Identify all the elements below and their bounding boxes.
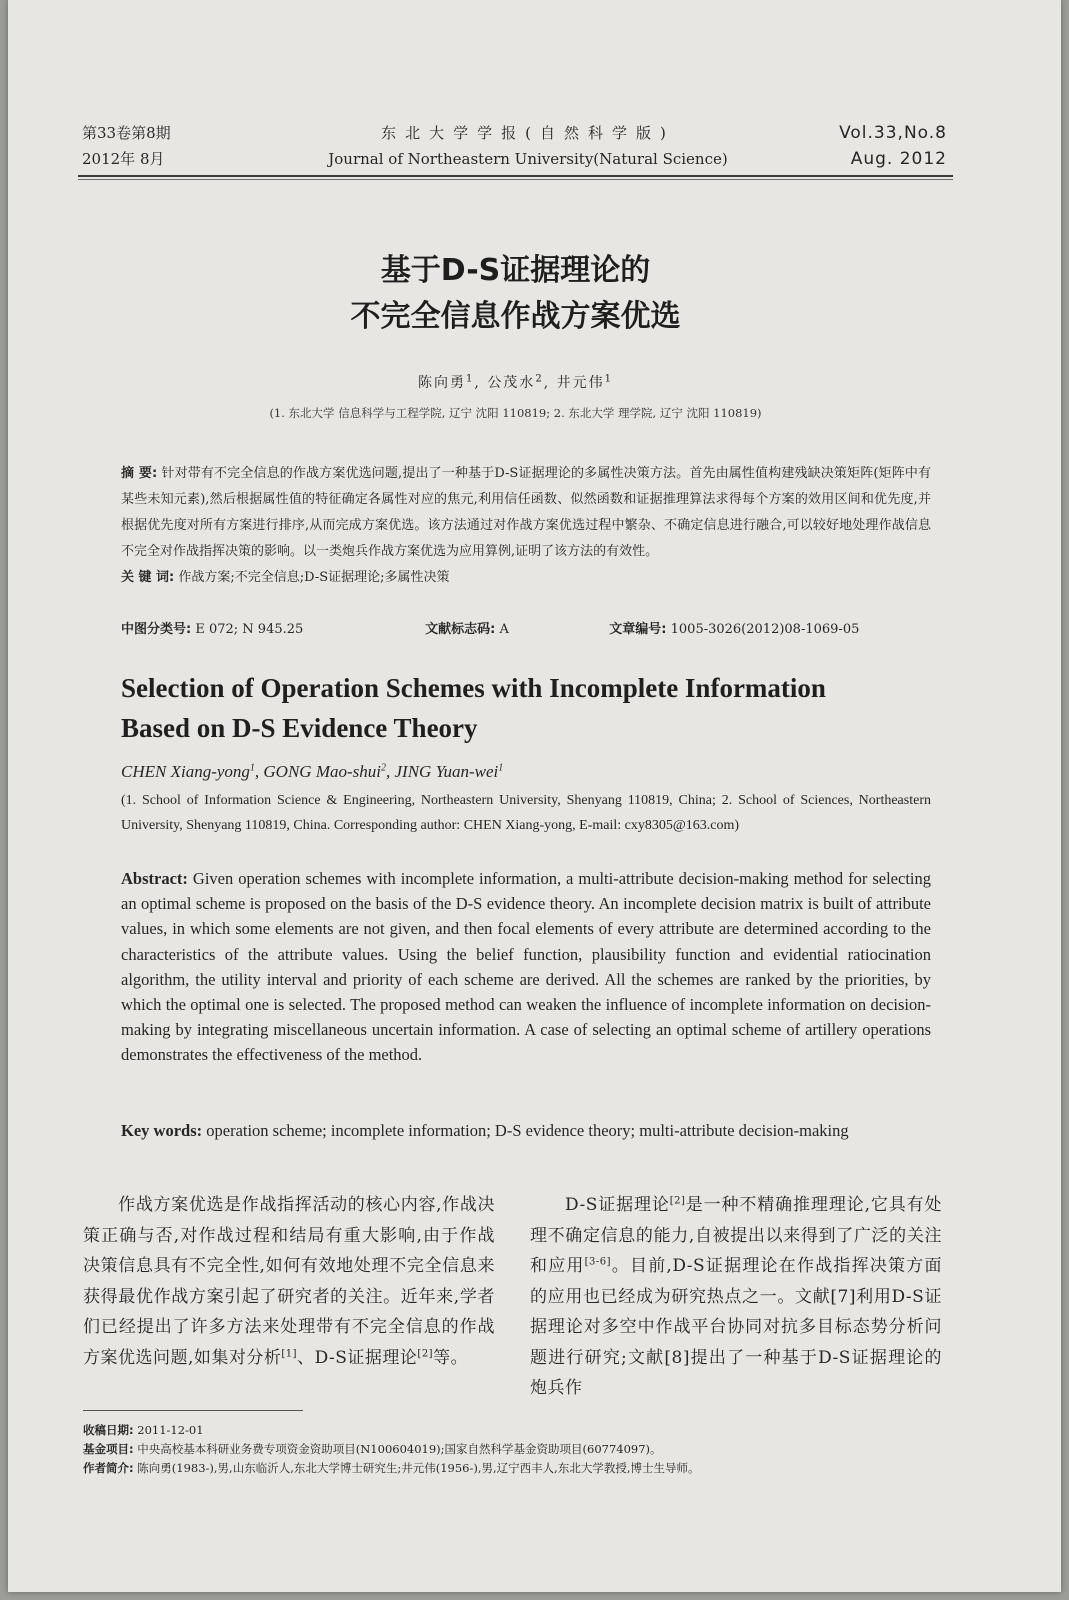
author-cn: 公茂水 <box>487 375 536 391</box>
citation: [3-6] <box>584 1256 612 1268</box>
author-en: JING Yuan-wei <box>394 762 499 781</box>
body-text: 是一种不精确推理理论,它具有处理不确定信息的能力,自被提出以来得到了广泛的关注和应用 <box>530 1195 942 1276</box>
classification-row <box>121 618 931 637</box>
received-label: 收稿日期: <box>83 1423 134 1437</box>
bio-label: 作者简介: <box>83 1461 134 1475</box>
abstract-cn-text: 针对带有不完全信息的作战方案优选问题,提出了一种基于D-S证据理论的多属性决策方法。首先由属性值构建残缺决策矩阵(矩阵中有某些未知元素),然后根据属性值的特征确定各属性对应的焦元,利用信任函数、似然函数和证据推理算法求得每个方案的效用区间和优先度,并根据优先度对所有方案进行排序,从而完成方案优选。该方法通过对作战方案优选过程中繁杂、不确定信息进行融合,可以较好地处理作战信息不完全对作战指挥决策的影响。以一类炮兵作战方案优选为应用算例,证明了该方法的有效性。 <box>121 466 931 559</box>
title-en <box>121 668 931 748</box>
keywords-cn <box>121 565 931 591</box>
body-text: D-S证据理论 <box>565 1195 670 1215</box>
affiliation-cn: (1. 东北大学 信息科学与工程学院, 辽宁 沈阳 110819; 2. 东北大学 理学院, 辽宁 沈阳 110819) <box>269 406 762 420</box>
authors-en: CHEN Xiang-yong$^1$, GONG Mao-shui$^2$, JING Yuan-wei$^1$ <box>121 762 504 781</box>
author-sup: 1 <box>498 762 504 774</box>
article-no-value: 1005-3026(2012)08-1069-05 <box>670 622 860 637</box>
affiliation-en: (1. School of Information Science & Engineering, Northeastern University, Shenyang 110819, China; 2. School of Sciences, Northeastern University, Shenyang 110819, China. Corresponding author: CHEN Xiang-yong, E-mail: cxy8305@163.com) <box>121 793 931 833</box>
keywords-cn-label: 关 键 词: <box>121 570 175 585</box>
article-no-label: 文章编号: <box>609 622 667 637</box>
citation: [2] <box>669 1195 686 1207</box>
fund-value: 中央高校基本科研业务费专项资金资助项目(N100604019);国家自然科学基金资助项目(60774097)。 <box>137 1442 662 1456</box>
doc-code-value: A <box>499 622 509 637</box>
citation: [1] <box>281 1347 298 1359</box>
issue-info-cn <box>82 120 171 172</box>
body-text: 、D-S证据理论 <box>297 1347 418 1368</box>
abstract-en-text: Given operation schemes with incomplete information, a multi-attribute decision-making method for selecting an optimal scheme is proposed on the basis of the D-S evidence theory. An incomplete decision matrix is built of attribute values, in which some elements are not given, and then focal elements of every attribute are determined according to the characteristics of the attribute values. Using the belief function, plausibility function and evidential ratiocination algorithm, the utility interval and priority of each scheme are derived. All the schemes are ranked by the priorities, by which the optimal one is selected. The proposed method can weaken the influence of incomplete information on decision-making by integrating miscellaneous uncertain information. A case of selecting an optimal scheme of artillery operations demonstrates the effectiveness of the method. <box>121 869 931 1065</box>
journal-name-cn: 东北大学学报(自然科学版) <box>381 124 675 142</box>
title-cn-line1: 基于D-S证据理论的 <box>380 253 651 288</box>
abstract-cn-label: 摘 要: <box>121 466 158 481</box>
journal-name-en: Journal of Northeastern University(Natural Science) <box>328 150 728 168</box>
abstract-en <box>121 866 931 1068</box>
author-sup: 1 <box>466 373 475 385</box>
volume-en: Vol.33,No.8 <box>839 123 947 143</box>
keywords-en-label: Key words: <box>121 1121 203 1140</box>
author-cn: 井元伟 <box>556 375 605 391</box>
body-text: 等。 <box>433 1347 469 1368</box>
volume-cn: 第33卷第8期 <box>82 124 171 142</box>
title-cn-line2: 不完全信息作战方案优选 <box>350 299 681 334</box>
body-column-left <box>83 1190 495 1373</box>
date-cn: 2012年 8月 <box>82 150 165 168</box>
fund-label: 基金项目: <box>83 1442 134 1456</box>
author-sup: 2 <box>535 373 544 385</box>
citation: [2] <box>417 1347 434 1359</box>
title-en-line2: Based on D-S Evidence Theory <box>121 713 478 743</box>
clc-label: 中图分类号: <box>121 622 192 637</box>
author-sup: 1 <box>604 373 613 385</box>
body-text: 。目前,D-S证据理论在作战指挥决策方面的应用也已经成为研究热点之一。文献[7]利用D-S证据理论对多空中作战平台协同对抗多目标态势分析问题进行研究;文献[8]提出了一种基于D-S证据理论的炮兵作 <box>530 1256 942 1398</box>
author-sup: 1 <box>249 762 255 774</box>
keywords-en-text: operation scheme; incomplete information; D-S evidence theory; multi-attribute decision-making <box>206 1121 849 1140</box>
received-value: 2011-12-01 <box>137 1423 204 1437</box>
author-en: CHEN Xiang-yong <box>121 762 250 781</box>
header-rule <box>78 175 953 177</box>
header-rule-thin <box>78 179 953 180</box>
journal-page <box>8 0 1061 1592</box>
author-sup: 2 <box>381 762 386 774</box>
keywords-cn-text: 作战方案;不完全信息;D-S证据理论;多属性决策 <box>178 570 450 585</box>
author-cn: 陈向勇 <box>418 375 467 391</box>
author-bio <box>83 1459 963 1478</box>
fund-info <box>83 1440 963 1459</box>
keywords-en <box>121 1118 931 1143</box>
abstract-cn <box>121 461 931 591</box>
body-column-right <box>530 1190 942 1404</box>
authors-cn: 陈向勇$^1$, 公茂水$^2$, 井元伟$^1$ <box>418 373 613 391</box>
issue-info-en <box>839 120 947 172</box>
journal-name <box>288 120 768 172</box>
title-en-line1: Selection of Operation Schemes with Incomplete Information <box>121 673 826 703</box>
received-date <box>83 1421 963 1440</box>
clc-value: E 072; N 945.25 <box>195 622 304 637</box>
body-text: 作战方案优选是作战指挥活动的核心内容,作战决策正确与否,对作战过程和结局有重大影响,由于作战决策信息具有不完全性,如何有效地处理不完全信息来获得最优作战方案引起了研究者的关注。近年来,学者们已经提出了许多方法来处理带有不完全信息的作战方案优选问题,如集对分析 <box>83 1195 495 1368</box>
abstract-en-label: Abstract: <box>121 869 188 888</box>
footnotes <box>83 1421 963 1478</box>
date-en: Aug. 2012 <box>850 149 947 169</box>
title-cn <box>78 248 953 340</box>
author-en: GONG Mao-shui <box>263 762 381 781</box>
bio-value: 陈向勇(1983-),男,山东临沂人,东北大学博士研究生;井元伟(1956-),男,辽宁西丰人,东北大学教授,博士生导师。 <box>137 1461 700 1475</box>
footnote-rule <box>83 1410 303 1411</box>
doc-code-label: 文献标志码: <box>425 622 496 637</box>
